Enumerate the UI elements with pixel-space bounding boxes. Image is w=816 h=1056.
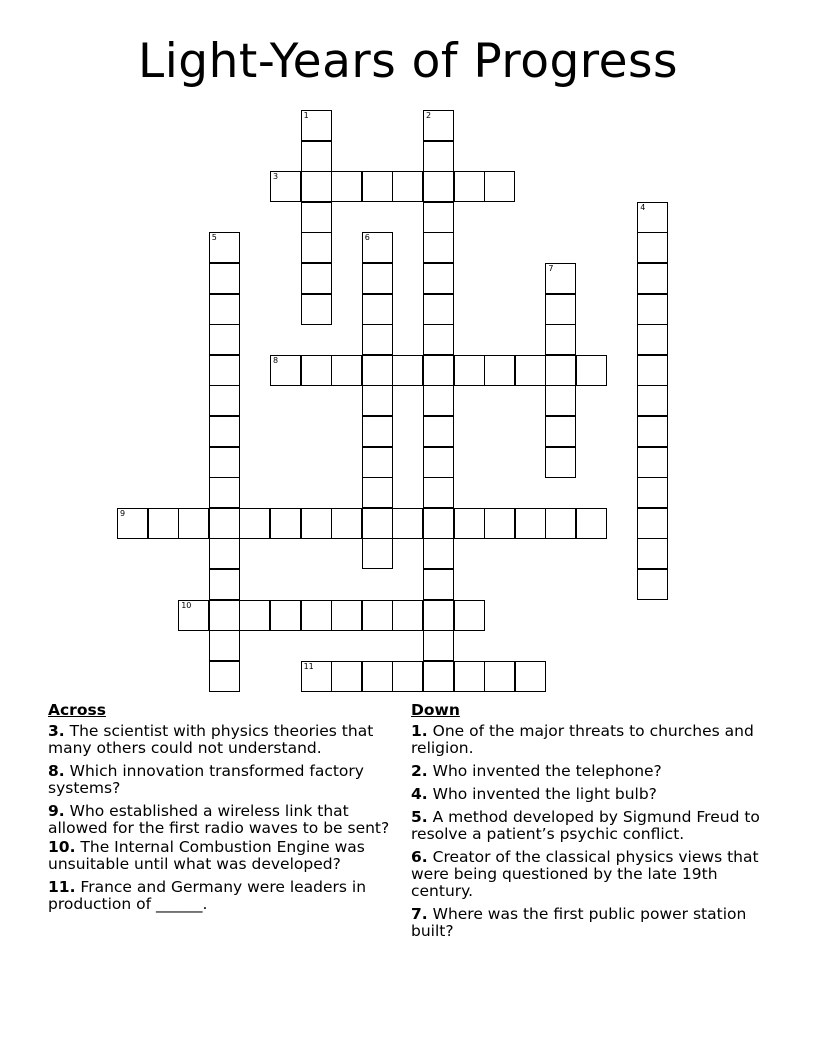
grid-cell[interactable] (392, 600, 423, 631)
grid-cell[interactable] (423, 661, 454, 692)
clue-down-1: 1. One of the major threats to churches and religion. (411, 722, 754, 757)
grid-cell[interactable] (484, 171, 515, 202)
clue-number: 7 (548, 264, 554, 273)
grid-cell[interactable] (484, 355, 515, 386)
grid-cell[interactable] (331, 661, 362, 692)
grid-cell[interactable] (423, 600, 454, 631)
down-clues (411, 702, 781, 946)
clue-number: 2 (426, 111, 432, 120)
grid-cell[interactable] (331, 355, 362, 386)
grid-cell[interactable] (545, 294, 576, 325)
grid-cell[interactable] (545, 263, 576, 294)
grid-cell[interactable] (423, 416, 454, 447)
grid-cell[interactable] (209, 324, 240, 355)
across-heading: Across (48, 701, 106, 719)
grid-cell[interactable] (454, 600, 485, 631)
grid-cell[interactable] (545, 447, 576, 478)
grid-cell[interactable] (209, 630, 240, 661)
grid-cell[interactable] (423, 232, 454, 263)
clue-number: 9 (120, 508, 126, 518)
grid-cell[interactable] (209, 477, 240, 508)
grid-cell[interactable] (362, 600, 393, 631)
grid-cell[interactable] (362, 324, 393, 355)
grid-cell[interactable] (117, 508, 148, 539)
grid-cell[interactable] (209, 569, 240, 600)
page-title: Light-Years of Progress (138, 34, 678, 89)
across-clues (48, 702, 408, 919)
grid-cell[interactable] (178, 600, 209, 631)
grid-cell[interactable] (301, 294, 332, 325)
grid-cell[interactable] (423, 202, 454, 233)
grid-cell[interactable] (209, 416, 240, 447)
grid-cell[interactable] (423, 538, 454, 569)
grid-cell[interactable] (331, 600, 362, 631)
grid-cell[interactable] (423, 324, 454, 355)
grid-cell[interactable] (454, 661, 485, 692)
grid-cell[interactable] (362, 232, 393, 263)
grid-cell[interactable] (362, 355, 393, 386)
grid-cell[interactable] (270, 171, 301, 202)
grid-cell[interactable] (209, 385, 240, 416)
clue-down-4: 4. Who invented the light bulb? (411, 785, 657, 803)
grid-cell[interactable] (637, 232, 668, 263)
grid-cell[interactable] (270, 508, 301, 539)
grid-cell[interactable] (545, 508, 576, 539)
grid-cell[interactable] (362, 385, 393, 416)
grid-cell[interactable] (637, 569, 668, 600)
clue-number: 6 (364, 233, 370, 243)
grid-cell[interactable] (454, 508, 485, 539)
clue-across-11: 11. France and Germany were leaders in production of ______. (48, 878, 367, 913)
grid-cell[interactable] (148, 508, 179, 539)
grid-cell[interactable] (637, 355, 668, 386)
grid-cell[interactable] (209, 661, 240, 692)
grid-cell[interactable] (301, 355, 332, 386)
clue-across-8: 8. Which innovation transformed factory systems? (48, 762, 364, 797)
grid-cell[interactable] (423, 385, 454, 416)
grid-cell[interactable] (637, 385, 668, 416)
grid-cell[interactable] (209, 600, 240, 631)
clue-number: 8 (273, 355, 279, 365)
grid-cell[interactable] (423, 110, 454, 141)
grid-cell[interactable] (178, 508, 209, 539)
grid-cell[interactable] (239, 600, 270, 631)
grid-cell[interactable] (209, 447, 240, 478)
clue-down-6: 6. Creator of the classical physics views that were being questioned by the late 19th century. (411, 848, 759, 900)
grid-cell[interactable] (423, 447, 454, 478)
grid-cell[interactable] (209, 508, 240, 539)
grid-cell[interactable] (423, 569, 454, 600)
grid-cell[interactable] (484, 661, 515, 692)
grid-cell[interactable] (301, 202, 332, 233)
grid-cell[interactable] (362, 661, 393, 692)
grid-cell[interactable] (454, 355, 485, 386)
grid-cell[interactable] (392, 508, 423, 539)
grid-cell[interactable] (301, 661, 332, 692)
clue-number: 4 (640, 202, 646, 212)
clue-number: 11 (303, 661, 314, 671)
grid-cell[interactable] (545, 385, 576, 416)
grid-cell[interactable] (637, 477, 668, 508)
grid-cell[interactable] (515, 355, 546, 386)
grid-cell[interactable] (209, 355, 240, 386)
grid-cell[interactable] (576, 355, 607, 386)
grid-cell[interactable] (484, 508, 515, 539)
grid-cell[interactable] (576, 508, 607, 539)
grid-cell[interactable] (454, 171, 485, 202)
grid-cell[interactable] (423, 477, 454, 508)
grid-cell[interactable] (301, 600, 332, 631)
grid-cell[interactable] (362, 477, 393, 508)
grid-cell[interactable] (362, 294, 393, 325)
grid-cell[interactable] (362, 263, 393, 294)
grid-cell[interactable] (301, 110, 332, 141)
clue-number: 1 (303, 111, 309, 120)
clue-across-3: 3. The scientist with physics theories that many others could not understand. (48, 722, 374, 757)
grid-cell[interactable] (301, 263, 332, 294)
grid-cell[interactable] (362, 447, 393, 478)
grid-cell[interactable] (637, 508, 668, 539)
grid-cell[interactable] (301, 171, 332, 202)
grid-cell[interactable] (515, 661, 546, 692)
grid-cell[interactable] (423, 263, 454, 294)
grid-cell[interactable] (239, 508, 270, 539)
grid-cell[interactable] (209, 263, 240, 294)
grid-cell[interactable] (637, 324, 668, 355)
down-heading: Down (411, 701, 460, 719)
clue-down-7: 7. Where was the first public power station built? (411, 905, 747, 940)
clue-number: 3 (273, 172, 279, 182)
grid-cell[interactable] (392, 171, 423, 202)
clue-across-10: 10. The Internal Combustion Engine was unsuitable until what was developed? (48, 838, 365, 873)
grid-cell[interactable] (423, 141, 454, 172)
clue-number: 5 (211, 233, 217, 243)
clue-number: 10 (181, 600, 192, 610)
grid-cell[interactable] (392, 355, 423, 386)
grid-cell[interactable] (270, 355, 301, 386)
grid-cell[interactable] (545, 324, 576, 355)
grid-cell[interactable] (515, 508, 546, 539)
grid-cell[interactable] (637, 263, 668, 294)
grid-cell[interactable] (331, 171, 362, 202)
grid-cell[interactable] (331, 508, 362, 539)
clue-down-2: 2. Who invented the telephone? (411, 762, 662, 780)
grid-cell[interactable] (209, 538, 240, 569)
grid-cell[interactable] (362, 171, 393, 202)
grid-cell[interactable] (637, 294, 668, 325)
grid-cell[interactable] (209, 232, 240, 263)
grid-cell[interactable] (423, 630, 454, 661)
clue-down-5: 5. A method developed by Sigmund Freud to resolve a patient’s psychic conflict. (411, 808, 760, 843)
grid-cell[interactable] (392, 661, 423, 692)
grid-cell[interactable] (362, 538, 393, 569)
grid-cell[interactable] (637, 447, 668, 478)
grid-cell[interactable] (301, 508, 332, 539)
grid-cell[interactable] (637, 202, 668, 233)
clue-across-9: 9. Who established a wireless link that allowed for the first radio waves to be sent? (48, 802, 390, 837)
grid-cell[interactable] (362, 416, 393, 447)
grid-cell[interactable] (301, 141, 332, 172)
grid-cell[interactable] (423, 171, 454, 202)
grid-cell[interactable] (423, 355, 454, 386)
grid-cell[interactable] (423, 294, 454, 325)
grid-cell[interactable] (362, 508, 393, 539)
grid-cell[interactable] (209, 294, 240, 325)
grid-cell[interactable] (637, 416, 668, 447)
grid-cell[interactable] (545, 416, 576, 447)
grid-cell[interactable] (545, 355, 576, 386)
grid-cell[interactable] (301, 232, 332, 263)
grid-cell[interactable] (637, 538, 668, 569)
grid-cell[interactable] (270, 600, 301, 631)
grid-cell[interactable] (423, 508, 454, 539)
